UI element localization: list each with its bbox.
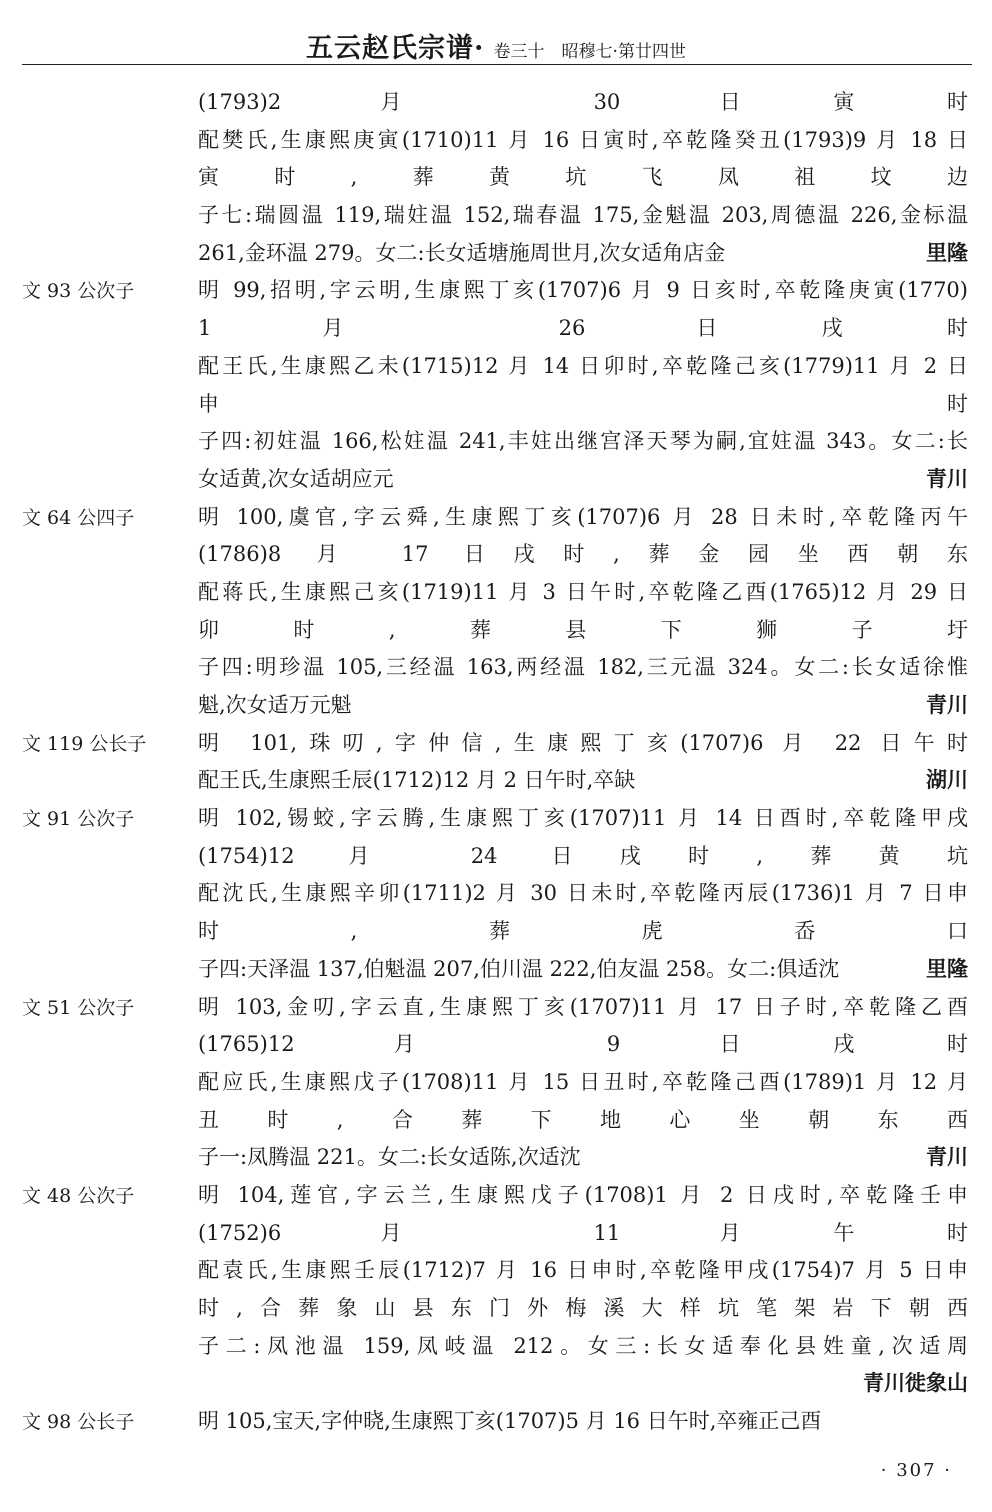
record-line: [0, 421, 992, 459]
record-text: 明 105,宝天,字仲晓,生康熙丁亥(1707)5 月 16 日午时,卒雍正己酉: [198, 1409, 822, 1434]
record-line: [0, 497, 992, 535]
record-text: 明 99,招明,字云明,生康熙丁亥(1707)6 月 9 日亥时,卒乾隆庚寅(1770): [198, 278, 968, 303]
record-text: 卯时,葬县下狮子圩: [198, 617, 968, 642]
person-entry: [0, 270, 992, 496]
record-line: [0, 1024, 992, 1062]
father-relation-label: 文 98 公长子: [22, 1411, 135, 1434]
record-text: 配王氏,生康熙乙未(1715)12 月 14 日卯时,卒乾隆己亥(1779)11 月 2 日: [198, 353, 968, 378]
person-entry: [0, 723, 992, 798]
record-line: [0, 459, 992, 497]
record-text: 子一:凤腾温 221。女二:长女适陈,次适沈: [198, 1145, 581, 1170]
record-line: [0, 911, 992, 949]
record-line: [0, 308, 992, 346]
record-line: [0, 873, 992, 911]
record-line: [0, 534, 992, 572]
page-header: [0, 26, 992, 65]
record-text: 女适黄,次女适胡应元: [198, 466, 394, 491]
person-entry: [0, 497, 992, 723]
record-text: 配王氏,生康熙壬辰(1712)12 月 2 日午时,卒缺: [198, 768, 636, 793]
person-entry: [0, 1401, 992, 1439]
record-line: [0, 1326, 992, 1364]
father-relation-label: 文 91 公次子: [22, 808, 135, 831]
residence-place: 湖川: [920, 764, 968, 794]
father-relation-label: 文 51 公次子: [22, 996, 135, 1019]
record-text: (1793)2 月 30 日寅时: [198, 90, 968, 114]
record-line: [0, 1213, 992, 1251]
record-line: [0, 384, 992, 422]
record-line: [0, 949, 992, 987]
residence-place: 里隆: [920, 237, 968, 267]
record-text: (1752)6 月 11 月午时: [198, 1220, 968, 1245]
record-text: 配袁氏,生康熙壬辰(1712)7 月 16 日申时,卒乾隆甲戌(1754)7 月 5 日申: [198, 1258, 968, 1283]
record-text: 魁,次女适万元魁: [198, 693, 352, 717]
record-line: [0, 836, 992, 874]
record-line: [0, 610, 992, 648]
record-text: (1765)12 月 9 日戌时: [198, 1032, 968, 1057]
record-text: 寅时,葬黄坑飞凤祖坟边: [198, 165, 968, 190]
record-line: [0, 798, 992, 836]
continued-entry: [0, 82, 992, 270]
record-line: [0, 1175, 992, 1213]
record-text: 明 102,锡蛟,字云腾,生康熙丁亥(1707)11 月 14 日酉时,卒乾隆甲戌: [198, 806, 968, 831]
record-line: [0, 647, 992, 685]
record-text: 申时: [198, 391, 968, 416]
residence-place: 青川徙象山: [857, 1367, 968, 1397]
record-text: 明 104,莲官,字云兰,生康熙戊子(1708)1 月 2 日戌时,卒乾隆壬申: [198, 1182, 968, 1207]
record-line: [0, 120, 992, 158]
record-text: 1 月 26 日戌时: [198, 316, 968, 341]
genealogy-body: [0, 82, 992, 1439]
record-text: 配应氏,生康熙戊子(1708)11 月 15 日丑时,卒乾隆己酉(1789)1 月 12 月: [198, 1069, 968, 1094]
person-entry: [0, 987, 992, 1175]
record-line: [0, 1363, 992, 1401]
record-text: 配蒋氏,生康熙己亥(1719)11 月 3 日午时,卒乾隆乙酉(1765)12 月 29 日: [198, 579, 968, 604]
residence-place: 青川: [920, 1141, 968, 1171]
record-text: 261,金环温 279。女二:长女适塘施周世月,次女适角店金: [198, 240, 726, 265]
record-line: [0, 987, 992, 1025]
record-text: 子七:瑞圆温 119,瑞妵温 152,瑞春温 175,金魁温 203,周德温 226,金标温: [198, 203, 968, 228]
father-relation-label: 文 119 公长子: [22, 732, 147, 755]
record-line: [0, 195, 992, 233]
father-relation-label: 文 64 公四子: [22, 506, 135, 529]
record-line: [0, 346, 992, 384]
residence-place: 青川: [920, 463, 968, 493]
record-text: 时,葬虎岙口: [198, 919, 968, 944]
genealogy-title: 五云赵氏宗谱·: [306, 33, 485, 64]
record-text: 明 101,珠叨,字仲信,生康熙丁亥(1707)6 月 22 日午时: [198, 730, 968, 755]
record-text: 明 100,虞官,字云舜,生康熙丁亥(1707)6 月 28 日未时,卒乾隆丙午: [198, 504, 968, 529]
record-text: 丑时,合葬下地心坐朝东西: [198, 1107, 968, 1132]
record-text: (1754)12 月 24 日戌时,葬黄坑: [198, 843, 968, 868]
page-number: · 307 ·: [880, 1460, 952, 1481]
record-line: [0, 685, 992, 723]
residence-place: 青川: [920, 689, 968, 719]
volume-section-label: 卷三十 昭穆七·第廿四世: [493, 42, 686, 62]
record-line: [0, 233, 992, 271]
father-relation-label: 文 48 公次子: [22, 1184, 135, 1207]
record-text: 子四:天泽温 137,伯魁温 207,伯川温 222,伯友温 258。女二:俱适沈: [198, 956, 840, 981]
record-line: [0, 760, 992, 798]
record-line: [0, 1401, 992, 1439]
record-line: [0, 1137, 992, 1175]
record-line: [0, 1250, 992, 1288]
record-line: [0, 1100, 992, 1138]
father-relation-label: 文 93 公次子: [22, 280, 135, 303]
record-line: [0, 157, 992, 195]
record-text: 明 103,金叨,字云直,生康熙丁亥(1707)11 月 17 日子时,卒乾隆乙酉: [198, 994, 968, 1019]
record-line: [0, 723, 992, 761]
person-entry: [0, 1175, 992, 1401]
record-text: 时,合葬象山县东门外梅溪大样坑笔架岩下朝西: [198, 1296, 968, 1320]
residence-place: 里隆: [920, 953, 968, 983]
record-text: (1786)8 月 17 日戌时,葬金园坐西朝东: [198, 542, 968, 567]
record-text: 配樊氏,生康熙庚寅(1710)11 月 16 日寅时,卒乾隆癸丑(1793)9 月 18 日: [198, 127, 968, 152]
record-text: 配沈氏,生康熙辛卯(1711)2 月 30 日未时,卒乾隆丙辰(1736)1 月 7 日申: [198, 881, 968, 906]
record-text: 子四:明珍温 105,三经温 163,两经温 182,三元温 324。女二:长女适徐惟: [198, 655, 968, 680]
record-line: [0, 270, 992, 308]
record-text: 子二:凤池温 159,凤岐温 212。女三:长女适奉化县姓童,次适周: [198, 1333, 968, 1358]
record-line: [0, 1288, 992, 1326]
header-rule: [22, 64, 972, 65]
record-line: [0, 1062, 992, 1100]
record-line: [0, 572, 992, 610]
record-line: [0, 82, 992, 120]
person-entry: [0, 798, 992, 986]
record-text: 子四:初妵温 166,松妵温 241,丰妵出继宫泽天琴为嗣,宜妵温 343。女二:长: [198, 429, 968, 454]
